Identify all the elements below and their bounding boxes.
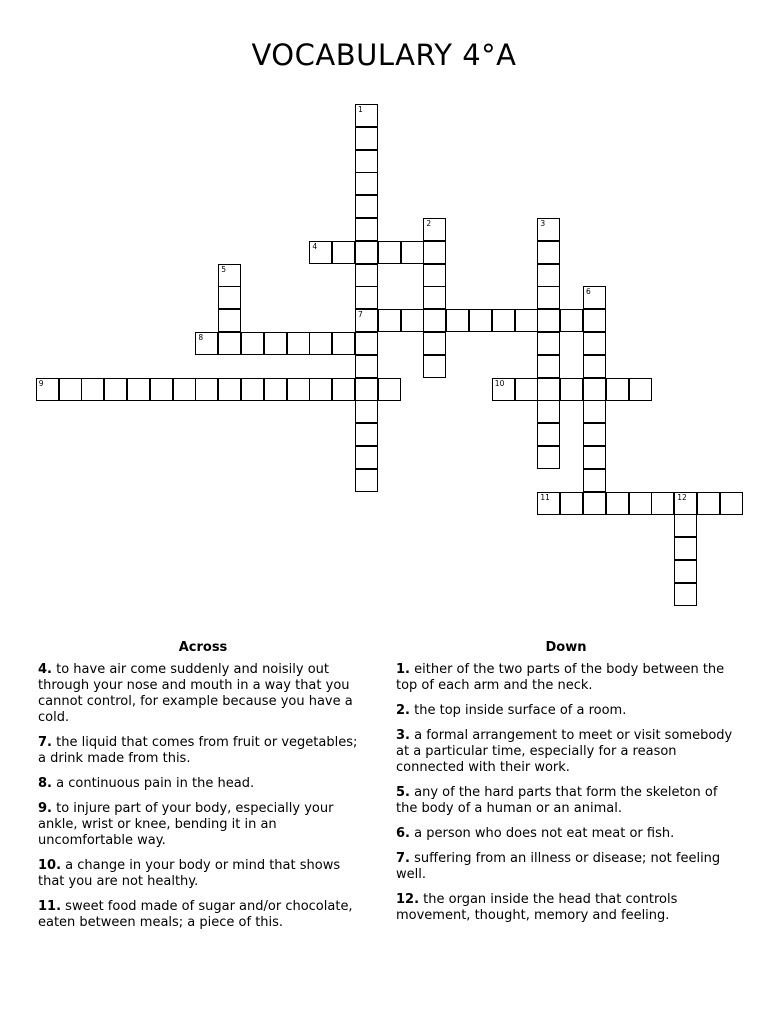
- cell-number: 8: [198, 333, 204, 342]
- grid-cell[interactable]: [560, 309, 583, 332]
- grid-cell[interactable]: [537, 332, 560, 355]
- grid-cell[interactable]: [583, 378, 606, 401]
- grid-cell[interactable]: [309, 378, 332, 401]
- grid-cell[interactable]: [241, 332, 264, 355]
- grid-cell[interactable]: [492, 378, 515, 401]
- clue-number: 3.: [396, 728, 410, 743]
- grid-cell[interactable]: [537, 218, 560, 241]
- cell-number: 2: [426, 219, 432, 228]
- grid-cell[interactable]: [309, 241, 332, 264]
- clue-across-10: [38, 858, 368, 890]
- grid-cell[interactable]: [583, 309, 606, 332]
- grid-cell[interactable]: [150, 378, 173, 401]
- grid-cell[interactable]: [583, 400, 606, 423]
- grid-cell[interactable]: [355, 423, 378, 446]
- clue-number: 2.: [396, 703, 410, 718]
- clue-text: a formal arrangement to meet or visit somebody at a particular time, especially for a reason connected with their work.: [396, 728, 733, 775]
- cell-number: 7: [358, 310, 363, 320]
- cell-number: 5: [221, 264, 226, 274]
- page-title: VOCABULARY 4°A: [251, 38, 517, 72]
- clue-number: 6.: [396, 826, 410, 841]
- grid-cell[interactable]: [378, 309, 401, 332]
- grid-cell[interactable]: [104, 378, 127, 401]
- grid-cell[interactable]: [583, 423, 606, 446]
- grid-cell[interactable]: [423, 218, 446, 241]
- cell-number: 10: [494, 378, 505, 388]
- cell-number: 6: [586, 287, 591, 297]
- grid-cell[interactable]: [583, 332, 606, 355]
- clue-number: 8.: [38, 776, 52, 791]
- clue-number: 7.: [38, 735, 52, 750]
- clue-text: the top inside surface of a room.: [414, 703, 627, 718]
- grid-cell[interactable]: [537, 492, 560, 515]
- clue-text: the organ inside the head that controls movement, thought, memory and feeling.: [396, 892, 678, 923]
- grid-cell[interactable]: [287, 378, 310, 401]
- grid-cell[interactable]: [355, 195, 378, 218]
- grid-cell[interactable]: [36, 378, 59, 401]
- grid-cell[interactable]: [264, 332, 287, 355]
- grid-cell[interactable]: [537, 378, 560, 401]
- grid-cell[interactable]: [537, 241, 560, 264]
- clue-number: 10.: [38, 858, 62, 873]
- grid-cell[interactable]: [423, 332, 446, 355]
- grid-cell[interactable]: [195, 332, 218, 355]
- grid-cell[interactable]: [423, 309, 446, 332]
- clue-text: either of the two parts of the body between the top of each arm and the neck.: [396, 662, 725, 693]
- grid-cell[interactable]: [309, 332, 332, 355]
- grid-cell[interactable]: [355, 150, 378, 173]
- grid-cell[interactable]: [127, 378, 150, 401]
- clue-text: to have air come suddenly and noisily out through your nose and mouth in a way that you cannot control, for example because you have a cold.: [38, 662, 353, 725]
- grid-cell[interactable]: [195, 378, 218, 401]
- clue-text: sweet food made of sugar and/or chocolate, eaten between meals; a piece of this.: [38, 899, 353, 930]
- grid-cell[interactable]: [583, 446, 606, 469]
- grid-cell[interactable]: [674, 492, 697, 515]
- grid-cell[interactable]: [355, 469, 378, 492]
- grid-cell[interactable]: [218, 332, 241, 355]
- grid-cell[interactable]: [515, 309, 538, 332]
- down-clues: [396, 640, 736, 933]
- grid-cell[interactable]: [355, 446, 378, 469]
- clue-across-11: [38, 899, 368, 931]
- grid-cell[interactable]: [173, 378, 196, 401]
- grid-cell[interactable]: [583, 492, 606, 515]
- grid-cell[interactable]: [355, 127, 378, 150]
- grid-cell[interactable]: [606, 378, 629, 401]
- clue-number: 5.: [396, 785, 410, 800]
- grid-cell[interactable]: [674, 560, 697, 583]
- grid-cell[interactable]: [560, 378, 583, 401]
- grid-cell[interactable]: [537, 309, 560, 332]
- grid-cell[interactable]: [332, 332, 355, 355]
- clue-down-1: [396, 662, 736, 694]
- grid-cell[interactable]: [218, 309, 241, 332]
- clue-number: 4.: [38, 662, 52, 677]
- grid-cell[interactable]: [423, 241, 446, 264]
- grid-cell[interactable]: [423, 264, 446, 287]
- grid-cell[interactable]: [560, 492, 583, 515]
- grid-cell[interactable]: [515, 378, 538, 401]
- grid-cell[interactable]: [537, 286, 560, 309]
- clue-text: a person who does not eat meat or fish.: [414, 826, 675, 841]
- cell-number: 3: [540, 219, 546, 228]
- clue-down-5: [396, 785, 736, 817]
- grid-cell[interactable]: [332, 241, 355, 264]
- grid-cell[interactable]: [492, 309, 515, 332]
- grid-cell[interactable]: [537, 446, 560, 469]
- grid-cell[interactable]: [423, 286, 446, 309]
- grid-cell[interactable]: [720, 492, 743, 515]
- grid-cell[interactable]: [674, 537, 697, 560]
- grid-cell[interactable]: [355, 286, 378, 309]
- grid-cell[interactable]: [355, 332, 378, 355]
- down-heading: Down: [545, 640, 587, 655]
- grid-cell[interactable]: [218, 264, 241, 287]
- grid-cell[interactable]: [378, 378, 401, 401]
- grid-cell[interactable]: [355, 309, 378, 332]
- grid-cell[interactable]: [355, 264, 378, 287]
- grid-cell[interactable]: [674, 583, 697, 606]
- clue-number: 11.: [38, 899, 62, 914]
- grid-cell[interactable]: [537, 355, 560, 378]
- grid-cell[interactable]: [218, 286, 241, 309]
- grid-cell[interactable]: [651, 492, 674, 515]
- grid-cell[interactable]: [583, 286, 606, 309]
- clue-down-7: [396, 851, 736, 883]
- grid-cell[interactable]: [583, 469, 606, 492]
- clue-number: 9.: [38, 801, 52, 816]
- grid-cell[interactable]: [629, 378, 652, 401]
- grid-cell[interactable]: [629, 492, 652, 515]
- grid-cell[interactable]: [355, 104, 378, 127]
- clue-across-4: [38, 662, 368, 726]
- clue-across-7: [38, 735, 368, 767]
- grid-cell[interactable]: [332, 378, 355, 401]
- grid-cell[interactable]: [355, 218, 378, 241]
- across-heading: Across: [178, 640, 228, 655]
- grid-cell[interactable]: [355, 355, 378, 378]
- grid-cell[interactable]: [355, 172, 378, 195]
- across-clues: [38, 640, 368, 940]
- clue-across-8: [38, 776, 368, 792]
- grid-cell[interactable]: [537, 264, 560, 287]
- clue-down-6: [396, 826, 736, 842]
- grid-cell[interactable]: [401, 309, 424, 332]
- grid-cell[interactable]: [423, 355, 446, 378]
- clue-text: a continuous pain in the head.: [56, 776, 255, 791]
- grid-cell[interactable]: [218, 378, 241, 401]
- grid-cell[interactable]: [287, 332, 310, 355]
- grid-cell[interactable]: [355, 400, 378, 423]
- clue-across-9: [38, 801, 368, 849]
- grid-cell[interactable]: [537, 400, 560, 423]
- clue-text: suffering from an illness or disease; not feeling well.: [396, 851, 721, 882]
- grid-cell[interactable]: [378, 241, 401, 264]
- cell-number: 9: [38, 378, 44, 388]
- grid-cell[interactable]: [469, 309, 492, 332]
- grid-cell[interactable]: [537, 423, 560, 446]
- grid-cell[interactable]: [355, 241, 378, 264]
- grid-cell[interactable]: [697, 492, 720, 515]
- cell-number: 11: [540, 492, 550, 502]
- grid-cell[interactable]: [606, 492, 629, 515]
- clue-down-12: [396, 892, 736, 924]
- clue-text: a change in your body or mind that shows that you are not healthy.: [38, 858, 341, 889]
- grid-cell[interactable]: [401, 241, 424, 264]
- cell-number: 12: [677, 492, 687, 502]
- clue-text: any of the hard parts that form the skeleton of the body of a human or an animal.: [396, 785, 718, 816]
- grid-cell[interactable]: [59, 378, 82, 401]
- grid-cell[interactable]: [264, 378, 287, 401]
- clue-down-2: [396, 703, 736, 719]
- grid-cell[interactable]: [81, 378, 104, 401]
- clue-number: 7.: [396, 851, 410, 866]
- clue-down-3: [396, 728, 736, 776]
- cell-number: 1: [358, 105, 363, 114]
- grid-cell[interactable]: [355, 378, 378, 401]
- clue-text: the liquid that comes from fruit or vegetables; a drink made from this.: [38, 735, 358, 766]
- grid-cell[interactable]: [583, 355, 606, 378]
- clue-number: 12.: [396, 892, 420, 907]
- cell-number: 4: [312, 241, 318, 251]
- clue-text: to injure part of your body, especially your ankle, wrist or knee, bending it in an uncomfortable way.: [38, 801, 334, 848]
- grid-cell[interactable]: [674, 514, 697, 537]
- grid-cell[interactable]: [241, 378, 264, 401]
- grid-cell[interactable]: [446, 309, 469, 332]
- clue-number: 1.: [396, 662, 410, 677]
